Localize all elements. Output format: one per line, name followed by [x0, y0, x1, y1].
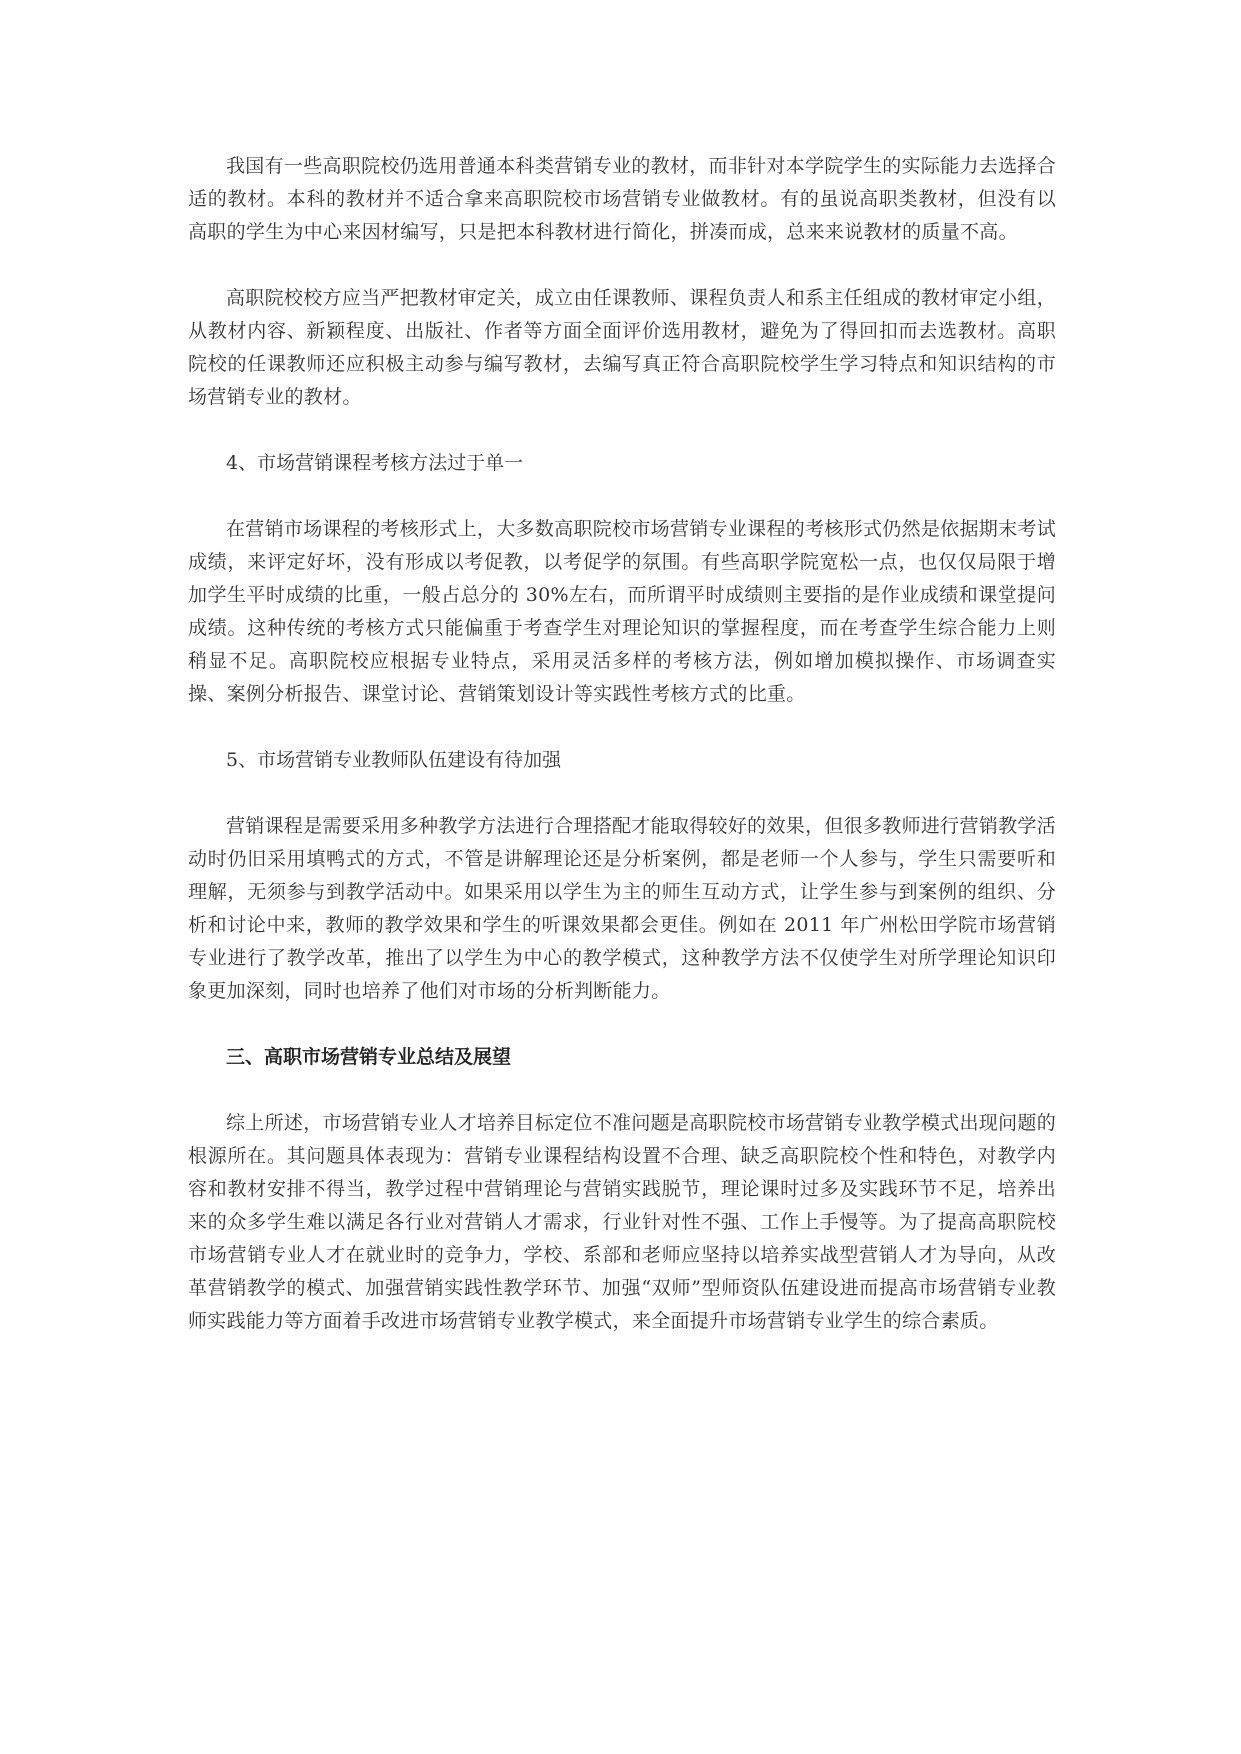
paragraph-spacer — [188, 777, 1056, 810]
paragraph-spacer — [188, 414, 1056, 447]
section-heading-teachers: 5、市场营销专业教师队伍建设有待加强 — [226, 749, 562, 771]
paragraph-spacer — [188, 480, 1056, 513]
paragraph-spacer — [188, 249, 1056, 282]
paragraph-assessment: 在营销市场课程的考核形式上，大多数高职院校市场营销专业课程的考核形式仍然是依据期末考试成绩，来评定好坏，没有形成以考促教，以考促学的氛围。有些高职学院宽松一点，也仅仅局限于增加学生平时成绩的比重，一般占总分的 30%左右，而所谓平时成绩则主要指的是作业成绩和课堂提问成绩。这种传统的考核方式只能偏重于考查学生对理论知识的掌握程度，而在考查学生综合能力上则稍显不足。高职院校应根据专业特点，采用灵活多样的考核方法，例如增加模拟操作、市场调查实操、案例分析报告、课堂讨论、营销策划设计等实践性考核方式的比重。 — [188, 518, 1056, 705]
paragraph-spacer — [188, 1008, 1056, 1041]
paragraph-textbook-selection: 我国有一些高职院校仍选用普通本科类营销专业的教材，而非针对本学院学生的实际能力去选择合适的教材。本科的教材并不适合拿来高职院校市场营销专业做教材。有的虽说高职类教材，但没有以高职的学生为中心来因材编写，只是把本科教材进行简化，拼凑而成，总来来说教材的质量不高。 — [188, 155, 1056, 243]
paragraph-summary: 综上所述，市场营销专业人才培养目标定位不准问题是高职院校市场营销专业教学模式出现问题的根源所在。其问题具体表现为：营销专业课程结构设置不合理、缺乏高职院校个性和特色，对教学内容和教材安排不得当，教学过程中营销理论与营销实践脱节，理论课时过多及实践环节不足，培养出来的众多学生难以满足各行业对营销人才需求，行业针对性不强、工作上手慢等。为了提高高职院校市场营销专业人才在就业时的竞争力，学校、系部和老师应坚持以培养实战型营销人才为导向，从改革营销教学的模式、加强营销实践性教学环节、加强“双师”型师资队伍建设进而提高市场营销专业教师实践能力等方面着手改进市场营销专业教学模式，来全面提升市场营销专业学生的综合素质。 — [188, 1112, 1056, 1332]
section-heading-summary: 三、高职市场营销专业总结及展望 — [226, 1046, 512, 1068]
paragraph-spacer — [188, 1074, 1056, 1107]
paragraph-teaching-methods: 营销课程是需要采用多种教学方法进行合理搭配才能取得较好的效果，但很多教师进行营销教学活动时仍旧采用填鸭式的方式，不管是讲解理论还是分析案例，都是老师一个人参与，学生只需要听和理解，无须参与到教学活动中。如果采用以学生为主的师生互动方式，让学生参与到案例的组织、分析和讨论中来，教师的教学效果和学生的听课效果都会更佳。例如在 2011 年广州松田学院市场营销专业进行了教学改革，推出了以学生为中心的教学模式，这种教学方法不仅使学生对所学理论知识印象更加深刻，同时也培养了他们对市场的分析判断能力。 — [188, 815, 1056, 1002]
paragraph-spacer — [188, 711, 1056, 744]
document-page — [188, 150, 1056, 1338]
paragraph-textbook-review: 高职院校校方应当严把教材审定关，成立由任课教师、课程负责人和系主任组成的教材审定小组，从教材内容、新颖程度、出版社、作者等方面全面评价选用教材，避免为了得回扣而去选教材。高职院校的任课教师还应积极主动参与编写教材，去编写真正符合高职院校学生学习特点和知识结构的市场营销专业的教材。 — [188, 287, 1056, 408]
section-heading-assessment: 4、市场营销课程考核方法过于单一 — [226, 452, 524, 474]
